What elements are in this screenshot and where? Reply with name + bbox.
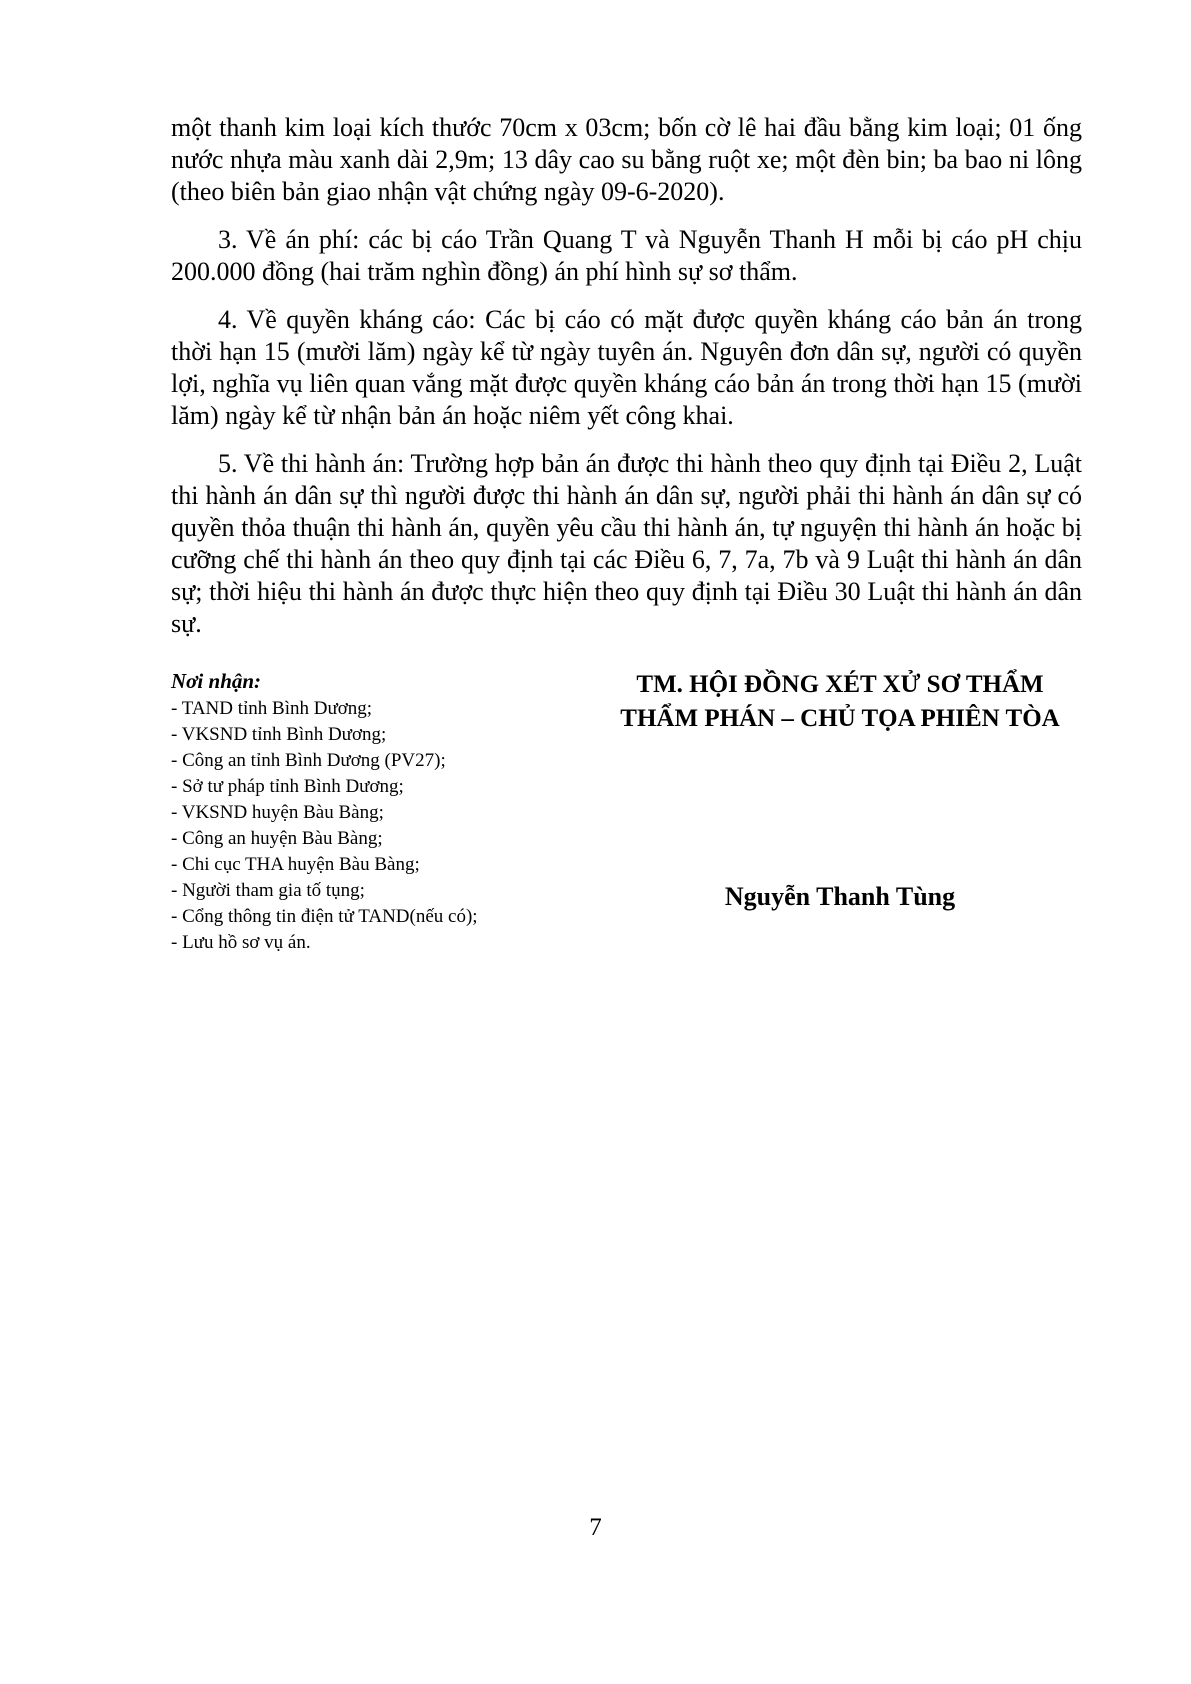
recipient-item: - Lưu hồ sơ vụ án. — [171, 932, 311, 953]
recipient-item: - VKSND huyện Bàu Bàng; — [171, 802, 384, 823]
page-number: 7 — [589, 1514, 602, 1541]
paragraph-evidence-continuation: một thanh kim loại kích thước 70cm x 03cm; bốn cờ lê hai đầu bằng kim loại; 01 ống nước nhựa màu xanh dài 2,9m; 13 dây cao su bằng ruột xe; một đèn bin; ba bao ni lông (theo biên bản giao nhận vật chứng ngày 09-6-2020). — [171, 113, 1082, 206]
paragraph-enforcement: 5. Về thi hành án: Trường hợp bản án được thi hành theo quy định tại Điều 2, Luật thi hành án dân sự thì người được thi hành án dân sự, người phải thi hành án dân sự có quyền thỏa thuận thi hành án, quyền yêu cầu thi hành án, tự nguyện thi hành án hoặc bị cưỡng chế thi hành án theo quy định tại các Điều 6, 7, 7a, 7b và 9 Luật thi hành án dân sự; thời hiệu thi hành án được thực hiện theo quy định tại Điều 30 Luật thi hành án dân sự. — [171, 449, 1082, 638]
recipient-item: - Chi cục THA huyện Bàu Bàng; — [171, 854, 420, 875]
signature-block — [580, 668, 1100, 736]
recipient-item: - VKSND tỉnh Bình Dương; — [171, 724, 387, 745]
recipient-item: - TAND tỉnh Bình Dương; — [171, 698, 373, 719]
recipients-list — [171, 696, 531, 956]
recipient-item: - Cổng thông tin điện tử TAND(nếu có); — [171, 906, 478, 927]
paragraph-court-fee: 3. Về án phí: các bị cáo Trần Quang T và Nguyễn Thanh H mỗi bị cáo pH chịu 200.000 đồng (hai trăm nghìn đồng) án phí hình sự sơ thẩm. — [171, 225, 1082, 286]
recipient-item: - Sở tư pháp tỉnh Bình Dương; — [171, 776, 404, 797]
paragraph-appeal-right: 4. Về quyền kháng cáo: Các bị cáo có mặt được quyền kháng cáo bản án trong thời hạn 15 (mười lăm) ngày kể từ ngày tuyên án. Nguyên đơn dân sự, người có quyền lợi, nghĩa vụ liên quan vắng mặt được quyền kháng cáo bản án trong thời hạn 15 (mười lăm) ngày kể từ nhận bản án hoặc niêm yết công khai. — [171, 305, 1082, 430]
recipient-item: - Công an tỉnh Bình Dương (PV27); — [171, 750, 446, 771]
signature-judge-title: THẨM PHÁN – CHỦ TỌA PHIÊN TÒA — [620, 705, 1060, 732]
recipient-item: - Người tham gia tố tụng; — [171, 880, 365, 901]
recipients-title: Nơi nhận: — [171, 669, 262, 693]
judgment-body — [171, 112, 1082, 656]
signer-name: Nguyễn Thanh Tùng — [724, 882, 956, 911]
recipients-block — [171, 668, 531, 956]
recipient-item: - Công an huyện Bàu Bàng; — [171, 828, 383, 849]
signature-council-title: TM. HỘI ĐỒNG XÉT XỬ SƠ THẨM — [636, 671, 1044, 698]
